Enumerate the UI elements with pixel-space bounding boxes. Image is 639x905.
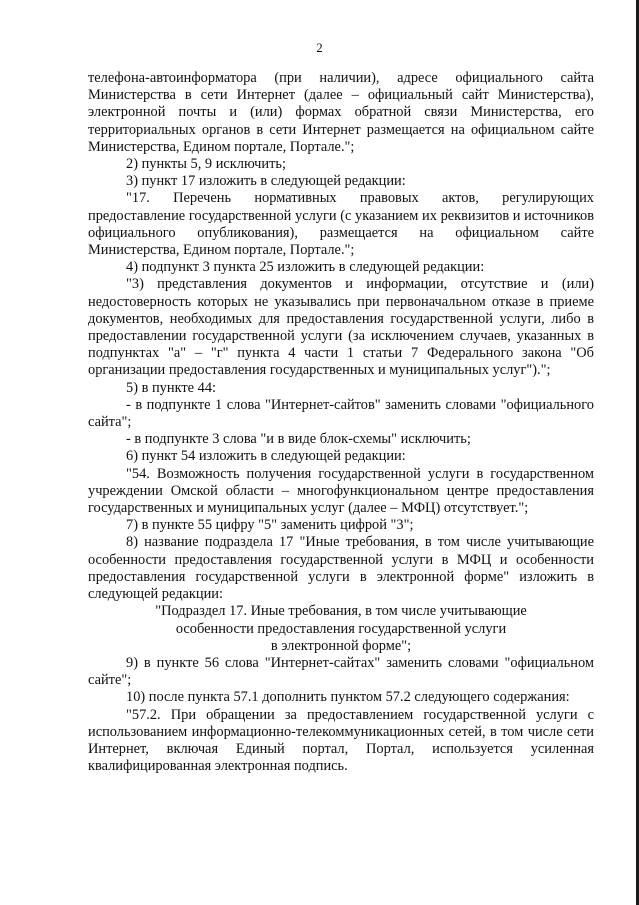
subsection-heading-line-3: в электронной форме"; xyxy=(270,637,412,654)
subsection-heading-line-2: особенности предоставления государственной услуги xyxy=(175,620,507,637)
document-body xyxy=(88,70,594,775)
page-number: 2 xyxy=(316,40,323,55)
paragraph-quote-57-2: "57.2. При обращении за предоставлением государственной услуги с использованием информационно-телекоммуникационных сетей, в том числе сети Интернет, включая Единый портал, Портал, используется усиленная квалифицированная электронная подпись. xyxy=(88,706,594,775)
paragraph-quote-3: "3) представления документов и информации, отсутствие и (или) недостоверность которых не указывались при первоначальном отказе в приеме документов, необходимых для предоставления государственной услуги, либо в предоставлении государственной услуги (за исключением случаев, указанных в подпунктах "а" – "г" пункта 4 части 1 статьи 7 Федерального закона "Об организации предоставления государственных и муниципальных услуг")."; xyxy=(88,276,594,379)
paragraph-continuation: телефона-автоинформатора (при наличии), адресе официального сайта Министерства в сети Интернет (далее – официальный сайт Министерства), электронной почты и (или) формах обратной связи Министерства, его территориальных органов в сети Интернет размещается на официальном сайте Министерства, Едином портале, Портале."; xyxy=(88,70,594,155)
paragraph-item-4: 4) подпункт 3 пункта 25 изложить в следующей редакции: xyxy=(126,259,485,276)
paragraph-item-10: 10) после пункта 57.1 дополнить пунктом 57.2 следующего содержания: xyxy=(126,689,570,706)
paragraph-item-6: 6) пункт 54 изложить в следующей редакции: xyxy=(126,448,406,465)
paragraph-item-5: 5) в пункте 44: xyxy=(126,379,217,396)
paragraph-item-9: 9) в пункте 56 слова "Интернет-сайтах" заменить словами "официальном сайте"; xyxy=(88,654,594,689)
paragraph-subitem-1: - в подпункте 1 слова "Интернет-сайтов" заменить словами "официального сайта"; xyxy=(88,396,594,431)
paragraph-quote-17: "17. Перечень нормативных правовых актов, регулирующих предоставление государственной услуги (с указанием их реквизитов и источников официального опубликования), размещается на официальном сайте Министерства, Едином портале, Портале."; xyxy=(88,190,594,259)
paragraph-item-2: 2) пункты 5, 9 исключить; xyxy=(126,156,286,173)
subsection-heading xyxy=(88,603,594,655)
paragraph-item-3: 3) пункт 17 изложить в следующей редакции: xyxy=(126,173,406,190)
paragraph-item-7: 7) в пункте 55 цифру "5" заменить цифрой "3"; xyxy=(126,517,414,534)
paragraph-quote-54: "54. Возможность получения государственной услуги в государственном учреждении Омской области – многофункциональном центре предоставления государственных и муниципальных услуг (далее – МФЦ) отсутствует."; xyxy=(88,465,594,517)
subsection-heading-line-1: "Подраздел 17. Иные требования, в том числе учитывающие xyxy=(155,603,527,620)
paragraph-item-8: 8) название подраздела 17 "Иные требования, в том числе учитывающие особенности предоставления государственной услуги в МФЦ и особенности предоставления государственной услуги в электронной форме" изложить в следующей редакции: xyxy=(88,534,594,603)
paragraph-subitem-3: - в подпункте 3 слова "и в виде блок-схемы" исключить; xyxy=(126,431,471,448)
